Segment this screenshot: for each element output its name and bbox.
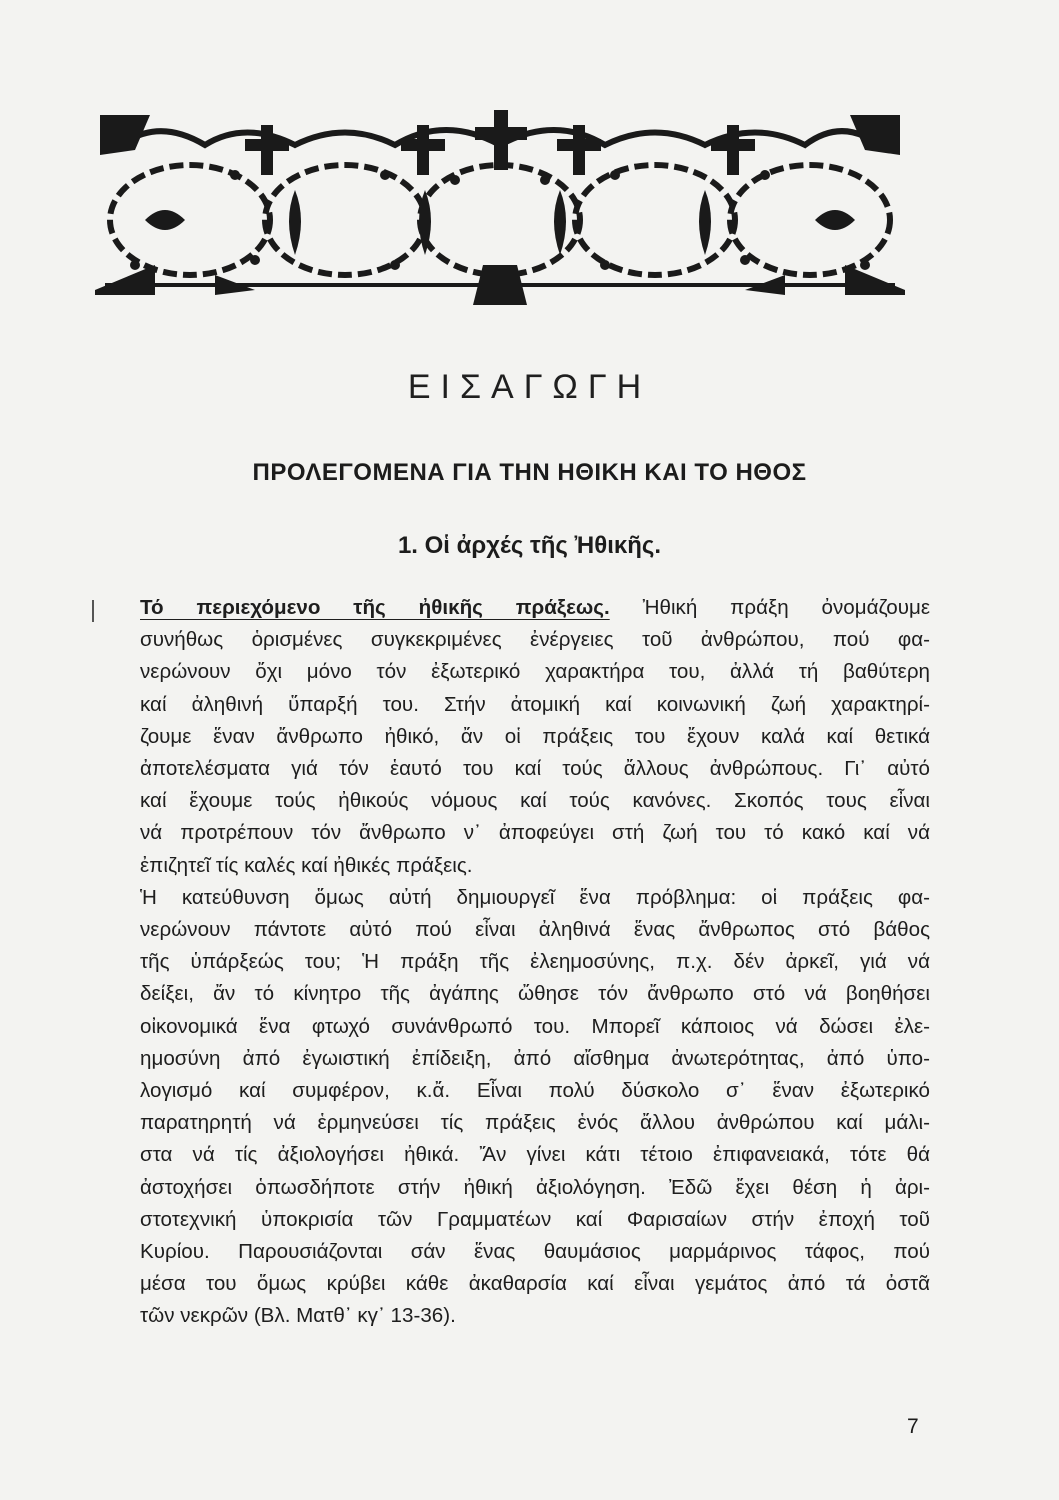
- paragraph-line: οἰκονομικά ἕνα φτωχό συνάνθρωπό του. Μπορεῖ κάποιος νά δώσει ἐλε-: [140, 1014, 930, 1038]
- paragraph-line: τῆς ὑπάρξεώς του; Ἡ πράξη τῆς ἐλεημοσύνης, π.χ. δέν ἀρκεῖ, γιά νά: [140, 950, 930, 974]
- body-text: [140, 592, 930, 1333]
- paragraph-line: καί ἔχουμε τούς ἠθικούς νόμους καί τούς κανόνες. Σκοπός τους εἶναι: [140, 789, 930, 813]
- paragraph-2: [140, 882, 930, 1333]
- paragraph-line: μέσα του ὅμως κρύβει κάθε ἀκαθαρσία καί εἶναι γεμάτος ἀπό τά ὀστᾶ: [140, 1272, 930, 1296]
- paragraph-line: στα νά τίς ἀξιολογήσει ἠθικά. Ἄν γίνει κάτι τέτοιο ἐπιφανειακά, τότε θά: [140, 1143, 930, 1167]
- paragraph-line: καί ἀληθινή ὕπαρξή του. Στήν ἀτομική καί κοινωνική ζωή χαρακτηρί-: [140, 692, 930, 716]
- paragraph-line: ζουμε ἕναν ἄνθρωπο ἠθικό, ἄν οἱ πράξεις του ἔχουν καλά καί θετικά: [140, 724, 930, 748]
- paragraph-line: νερώνουν ὄχι μόνο τόν ἐξωτερικό χαρακτήρα του, ἀλλά τή βαθύτερη: [140, 660, 930, 684]
- subsection-title: 1. Οἱ ἀρχές τῆς Ἠθικῆς.: [397, 532, 662, 559]
- paragraph-line: ἀστοχήσει ὁπωσδήποτε στήν ἠθική ἀξιολόγηση. Ἐδῶ ἔχει θέση ἡ ἀρι-: [140, 1175, 930, 1199]
- paragraph-line: δείξει, ἄν τό κίνητρο τῆς ἀγάπης ὤθησε τόν ἄνθρωπο στό νά βοηθήσει: [140, 982, 930, 1006]
- paragraph-line: Κυρίου. Παρουσιάζονται σάν ἕνας θαυμάσιος μαρμάρινος τάφος, πού: [140, 1240, 930, 1264]
- paragraph-line: παρατηρητή νά ἑρμηνεύσει τίς πράξεις ἑνός ἄλλου ἀνθρώπου καί μάλι-: [140, 1111, 930, 1135]
- paragraph-line: Τό περιεχόμενο τῆς ἠθικῆς πράξεως. Ἠθική πράξη ὀνομάζουμε: [140, 596, 930, 619]
- paragraph-line: ἐπιζητεῖ τίς καλές καί ἠθικές πράξεις.: [140, 853, 473, 877]
- paragraph-line: στοτεχνική ὑποκρισία τῶν Γραμματέων καί Φαρισαίων στήν ἐποχή τοῦ: [140, 1207, 930, 1231]
- decorative-header-ornament: [95, 105, 905, 310]
- page-number: 7: [907, 1415, 919, 1438]
- paragraph-line: συνήθως ὁρισμένες συγκεκριμένες ἐνέργειες τοῦ ἀνθρώπου, πού φα-: [140, 628, 930, 652]
- paragraph-line: λογισμό καί συμφέρον, κ.ἄ. Εἶναι πολύ δύσκολο σ᾿ ἕναν ἐξωτερικό: [140, 1079, 930, 1103]
- paragraph-lead: Τό περιεχόμενο τῆς ἠθικῆς πράξεως.: [140, 596, 610, 619]
- paragraph-line: ημοσύνη ἀπό ἐγωιστική ἐπίδειξη, ἀπό αἴσθημα ἀνωτερότητας, ἀπό ὑπο-: [140, 1046, 930, 1070]
- paragraph-line: Ἡ κατεύθυνση ὅμως αὐτή δημιουργεῖ ἕνα πρόβλημα: οἱ πράξεις φα-: [140, 885, 930, 909]
- paragraph-line: τῶν νεκρῶν (Βλ. Ματθ᾿ κγ᾿ 13-36).: [140, 1304, 456, 1328]
- margin-mark: [92, 600, 94, 622]
- paragraph-1: [140, 592, 930, 882]
- paragraph-line: ἀποτελέσματα γιά τόν ἑαυτό του καί τούς ἄλλους ἀνθρώπους. Γι᾿ αὐτό: [140, 757, 930, 781]
- ornament-icon: [95, 105, 905, 310]
- chapter-title: ΠΡΟΛΕΓΟΜΕΝΑ ΓΙΑ ΤΗΝ ΗΘΙΚΗ ΚΑΙ ΤΟ ΗΘΟΣ: [252, 459, 807, 486]
- paragraph-line: νερώνουν πάντοτε αὐτό πού εἶναι ἀληθινά ἕνας ἄνθρωπος στό βάθος: [140, 918, 930, 942]
- paragraph-line: νά προτρέπουν τόν ἄνθρωπο ν᾿ ἀποφεύγει στή ζωή του τό κακό καί νά: [140, 821, 930, 845]
- section-title: ΕΙΣΑΓΩΓΗ: [407, 368, 652, 406]
